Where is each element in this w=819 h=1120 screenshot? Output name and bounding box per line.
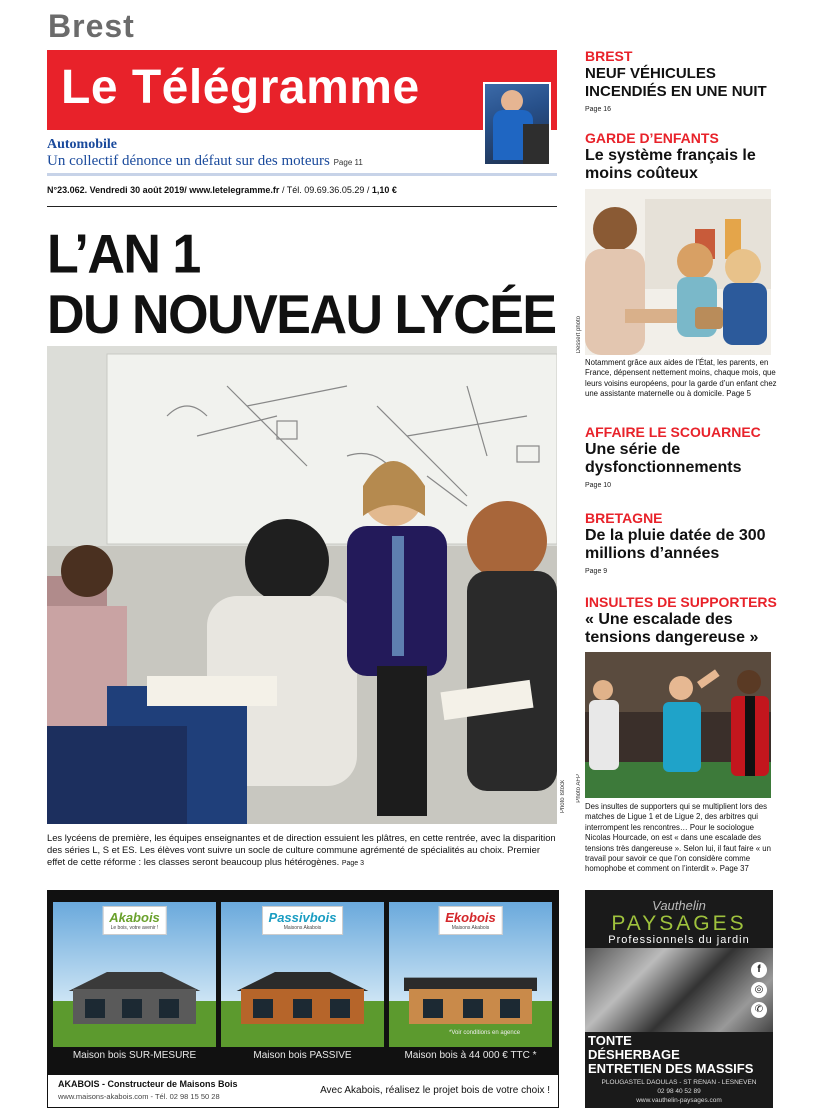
masthead: [47, 50, 557, 130]
vauthelin-tagline: Professionnels du jardin: [608, 934, 750, 946]
masthead-photo: [483, 82, 551, 166]
side-caption: Notamment grâce aux aides de l’État, les parents, en France, dépensent nettement moins, chaque mois, que leurs voisins européens, pour la garde d’un enfant chez une assistante maternelle ou à domicile. Page 5: [585, 358, 777, 399]
garden-photo: [585, 948, 773, 1032]
masthead-logo: Le Télégramme: [61, 61, 420, 114]
vauthelin-ad[interactable]: [585, 890, 773, 1108]
instagram-icon[interactable]: ◎: [751, 982, 767, 998]
whatsapp-icon[interactable]: ✆: [751, 1002, 767, 1018]
vauthelin-brand: Vauthelin: [652, 898, 706, 913]
football-illustration: [585, 652, 771, 798]
side-article-supporters[interactable]: INSULTES DE SUPPORTERS « Une escalade des tensions dangereuse »: [585, 594, 777, 646]
football-photo[interactable]: [585, 652, 771, 798]
childcare-illustration: [585, 189, 771, 355]
teaser-link[interactable]: [47, 153, 363, 170]
side-article-brest[interactable]: BREST NEUF VÉHICULES INCENDIÉS EN UNE NUIT Page 16: [585, 48, 767, 113]
ad-panel-ekobois: [389, 902, 552, 1047]
ad-label: Maison bois PASSIVE: [253, 1050, 352, 1061]
main-photo[interactable]: [47, 346, 557, 824]
issue-line: N°23.062. Vendredi 30 août 2019/ www.letelegramme.fr / Tél. 09.69.36.05.29 / 1,10 €: [47, 185, 397, 195]
photo-credit: Photo Istock: [560, 780, 566, 814]
ad-panel-akabois: [53, 902, 216, 1047]
ad-label: Maison bois à 44 000 € TTC *: [404, 1050, 537, 1061]
vauthelin-brand2: PAYSAGES: [611, 912, 747, 935]
edition-title: Brest: [48, 8, 135, 44]
teaser-page: Page 11: [333, 158, 363, 167]
akabois-ad[interactable]: [47, 890, 559, 1108]
side-caption: Des insultes de supporters qui se multiplient lors des matches de Ligue 1 et de Ligue 2, des arbitres qui interrompent les rencontres… Pour le sociologue Nicolas Hourcade, on est « dans une escalade des tensions très dangereuse ». Selon lui, il faut faire « un travail pour savoir ce que l’on considère comme homophobe et comment on l’interdit ». Page 37: [585, 802, 771, 874]
headline-line-2: DU NOUVEAU LYCÉE: [47, 284, 556, 346]
photo-credit: Dessert photo: [576, 316, 582, 354]
side-article-garde[interactable]: GARDE D’ENFANTS Le système français le moins coûteux: [585, 130, 756, 182]
childcare-photo[interactable]: [585, 189, 771, 355]
passivbois-logo: Passivbois Maisons Akabois: [262, 906, 344, 935]
divider: [47, 206, 557, 207]
vauthelin-services: TONTE DÉSHERBAGE ENTRETIEN DES MASSIFS: [588, 1033, 754, 1076]
side-article-scouarnec[interactable]: AFFAIRE LE SCOUARNEC Une série de dysfonctionnements Page 10: [585, 424, 761, 489]
main-caption: Les lycéens de première, les équipes enseignantes et de direction essuient les plâtres, en cette rentrée, avec la disparition des séries L, S et ES. Les élèves vont suivre un socle de culture commune agrémenté de spécialités au choix. Premier effet de cette réforme : les classes seront beaucoup plus hétérogènes. Page 3: [47, 832, 556, 867]
vauthelin-address: PLOUGASTEL DAOULAS - ST RENAN - LESNEVEN 02 98 40 52 89 www.vauthelin-paysages.com: [601, 1079, 757, 1104]
teaser-kicker: Automobile: [47, 137, 117, 152]
ekobois-logo: Ekobois Maisons Akabois: [438, 906, 503, 935]
divider: [47, 173, 557, 176]
teaser-text: Un collectif dénonce un défaut sur des moteurs: [47, 153, 330, 169]
facebook-icon[interactable]: f: [751, 962, 767, 978]
ad-label: Maison bois SUR-MESURE: [72, 1050, 197, 1061]
ad-panel-passivbois: [221, 902, 384, 1047]
ad-note: *Voir conditions en agence: [449, 1030, 521, 1036]
photo-credit: Photo AFP: [576, 774, 582, 803]
akabois-logo: Akabois Le bois, votre avenir !: [102, 906, 167, 935]
ad-footer: AKABOIS - Constructeur de Maisons Bois www.maisons-akabois.com - Tél. 02 98 15 50 28 Avec Akabois, réalisez le projet bois de votre choix !: [47, 1074, 559, 1108]
main-headline[interactable]: [47, 224, 557, 346]
classroom-illustration: [47, 346, 557, 824]
headline-line-1: L’AN 1: [47, 224, 200, 285]
side-article-bretagne[interactable]: BRETAGNE De la pluie datée de 300 millions d’années Page 9: [585, 510, 766, 575]
